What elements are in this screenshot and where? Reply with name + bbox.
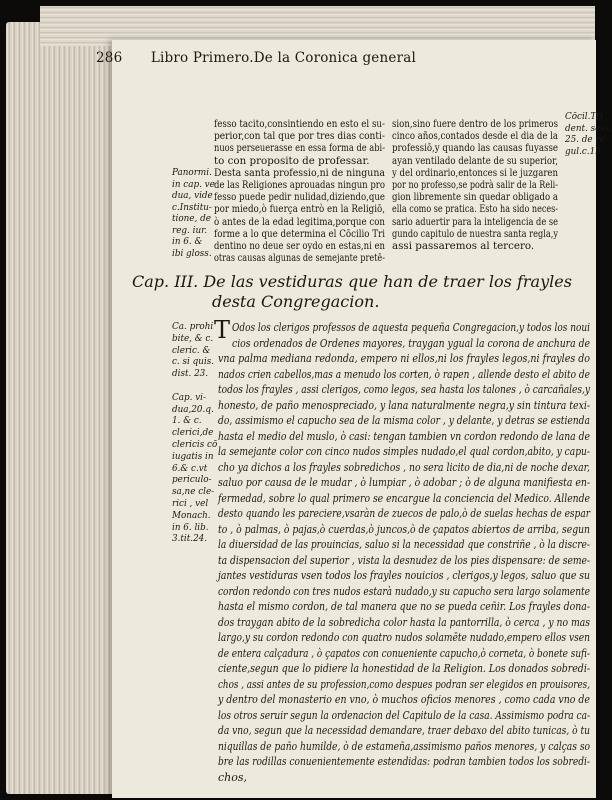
- margin-note: rici , vel: [172, 499, 209, 509]
- text-line: hasta el medio del muslo, ò casi: tengan tambien vn cordon redondo de lana de: [218, 429, 590, 443]
- margin-note: periculo-: [172, 475, 212, 486]
- text-line: perior,con tal que por tres dias conti-: [214, 130, 385, 143]
- text-line: la diuersidad de las prouincias, saluo si la necessidad que constriñe , ò la discre-: [218, 538, 590, 551]
- margin-note: clericis cō: [172, 440, 218, 450]
- text-line: to , ò palmas, ò pajas,ò cuerdas,ò juncos,ò de çapatos abiertos de arriba, segun: [218, 522, 590, 536]
- margin-note: in 6. lib.: [172, 522, 209, 533]
- margin-note: Panormi.: [172, 168, 212, 178]
- text-line: ò antes de la edad legitima,porque con: [214, 215, 385, 228]
- text-line: sario aduertir para la inteligencia de se: [392, 215, 558, 228]
- margin-note: dua,20.q.: [172, 404, 214, 415]
- chapter-title-line2: desta Congregacion.: [212, 292, 380, 311]
- text-line: cinco años,contados desde el dia de la: [392, 130, 558, 143]
- margin-note: clerici,de: [172, 428, 214, 439]
- text-line: professiō,y quando las causas fuyasse: [392, 142, 558, 155]
- text-line: por miedo,ò fuerça entrò en la Religiō,: [214, 203, 385, 216]
- margin-note: Cōcil.Tri: [565, 112, 604, 122]
- text-line: nuos perseuerasse en essa forma de abi-: [214, 142, 385, 155]
- margin-note: 25. de re-: [565, 135, 608, 145]
- text-line: hasta el mismo cordon, de tal manera que no se pueda ceñir. Los frayles dona-: [218, 600, 590, 613]
- text-line: honesto, de paño menospreciado, y lana naturalmente negra,y sin tintura texi-: [218, 398, 590, 412]
- text-line: la semejante color con cinco nudos simples nudado,el qual cordon,abito, y capu-: [218, 445, 590, 458]
- text-line: fermedad, sobre lo qual primero se encargue la conciencia del Medico. Allende: [218, 491, 590, 505]
- text-line: forme a lo que determina el Cōcilio Tri: [214, 227, 385, 240]
- margin-note: tione, de: [172, 214, 211, 224]
- page-number: 286: [96, 50, 123, 66]
- margin-note: dent. sess.: [565, 123, 612, 134]
- margin-note: iugatis in: [172, 451, 214, 462]
- text-line: chos,: [218, 770, 248, 784]
- text-line: largo,y su cordon redondo con quatro nudos solamēte nudado,empero ellos vsen: [218, 631, 590, 644]
- text-line: to con proposito de professar.: [214, 154, 370, 167]
- margin-note: cleric. &: [172, 345, 211, 356]
- margin-note: reg. iur.: [172, 225, 208, 236]
- margin-note: c.Institu-: [172, 202, 212, 213]
- running-title: Libro Primero.De la Coronica general: [150, 50, 416, 66]
- margin-note: Monach.: [172, 510, 211, 521]
- text-line: niquillas de paño humilde, ò de estameña,assimismo paños menores, y calças so: [218, 739, 590, 753]
- margin-note: Cap. vi-: [172, 392, 206, 403]
- text-line: assi passaremos al tercero.: [392, 240, 535, 252]
- text-line: ella como se pratica. Esto ha sido neces-: [392, 203, 558, 216]
- text-line: cios ordenados de Ordenes mayores, traygan ygual la corona de anchura de: [232, 336, 590, 350]
- text-line: de las Religiones aprouadas ningun pro: [214, 179, 385, 191]
- margin-note: in cap. ve: [172, 179, 215, 190]
- margin-note: c. si quis.: [172, 357, 215, 368]
- text-line: gundo capitulo de nuestra santa regla,y: [392, 227, 558, 240]
- text-line: otras causas algunas de semejante pretē-: [214, 252, 385, 265]
- margin-note: dua, vide: [172, 191, 213, 201]
- text-line: saluo por causa de le mudar , ò lumpiar , ò adobar ; ò de alguna manifiesta en-: [218, 476, 590, 489]
- text-line: da vno, segun que la necessidad demandare, traer debaxo del abito tunicas, ò tu: [218, 724, 590, 737]
- text-line: nados crien cabellos,mas a menudo los corten, ò rapen , allende desto el abito de: [218, 367, 590, 381]
- text-line: dentino no deue ser oydo en estas,ni en: [214, 240, 385, 252]
- margin-note: 1. & c.: [172, 416, 202, 427]
- margin-note: sa,ne cle-: [172, 487, 215, 498]
- margin-note: ibi gloss.: [172, 248, 212, 259]
- text-line: fesso tacito,consintiendo en esto el su-: [214, 118, 385, 130]
- text-line: los otros seruir segun la ordenacion del Capitulo de la casa. Assimismo podra ca-: [218, 708, 590, 722]
- text-line: ayan ventilado delante de su superior,: [392, 154, 558, 167]
- margin-note: 6.& c.vt: [172, 463, 208, 474]
- text-line: ciente,segun que lo pidiere la honestidad de la Religion. Los donados sobredi-: [218, 662, 590, 675]
- text-line: fesso puede pedir nulidad,diziendo,que: [214, 191, 385, 204]
- margin-note: gul.c.19.: [565, 146, 604, 157]
- text-line: bre las rodillas conuenientemente estendidas: podran tambien todos los sobredi-: [218, 755, 590, 768]
- text-line: gion libremente sin quedar obligado a: [392, 191, 558, 204]
- text-line: todos los frayles , assi clerigos, como legos, sea hasta los talones , ò carcañales,y: [218, 383, 590, 396]
- text-line: vna palma mediana redonda, empero ni ellos,ni los frayles legos,ni frayles do: [218, 352, 590, 365]
- text-line: desto quando les pareciere,vsaràn de zuecos de palo,ò de suelas hechas de espar: [218, 507, 590, 520]
- text-line: por no professo,se podrà salir de la Reli-: [392, 179, 558, 191]
- text-line: chos , assi antes de su profession,como despues podran ser elegidos en prouisores,: [218, 677, 590, 691]
- margin-note: bite, & c.: [172, 333, 214, 344]
- text-line: Odos los clerigos professos de aquesta pequeña Congregacion,y todos los noui: [232, 321, 590, 334]
- margin-note: dist. 23.: [172, 369, 209, 380]
- text-line: sion,sino fuere dentro de los primeros: [392, 118, 558, 130]
- margin-note: 3.tit.24.: [172, 534, 208, 545]
- text-line: y dentro del monasterio en vno, ò muchos oficios menores , como cada vno de: [218, 693, 590, 706]
- text-line: de entera calçadura , ò çapatos con conueniente capucho,ò corneta, ò bonete sufi-: [218, 646, 590, 660]
- text-line: y del ordinario,entonces si le juzgaren: [392, 166, 558, 179]
- text-line: cho ya dichos a los frayles sobredichos , no sera licito de dia,ni de noche dexar,: [218, 460, 590, 474]
- margin-note: in 6. &: [172, 237, 203, 247]
- text-line: jantes vestiduras vsen todos los frayles nouicios , clerigos,y legos, saluo que su: [218, 569, 590, 582]
- text-line: ta dispensacion del superior , vista la desnudez de los pies dispensare: de seme-: [218, 553, 590, 567]
- drop-cap: T: [214, 316, 231, 344]
- margin-note: Ca. prohi: [172, 322, 214, 332]
- text-line: Desta santa professio,ni de ninguna: [214, 166, 385, 179]
- text-line: dos traygan abito de la sobredicha color hasta la pantorrilla, ò cerca , y no mas: [218, 615, 590, 629]
- running-header: [96, 50, 416, 66]
- text-line: cordon redondo con tres nudos estarà nudado,y su capucho sera largo solamente: [218, 584, 590, 598]
- text-line: do, assimismo el capucho sea de la misma color , y delante, y detras se estienda: [218, 414, 590, 427]
- chapter-title: Cap. III. De las vestiduras que han de traer los frayles: [132, 272, 572, 291]
